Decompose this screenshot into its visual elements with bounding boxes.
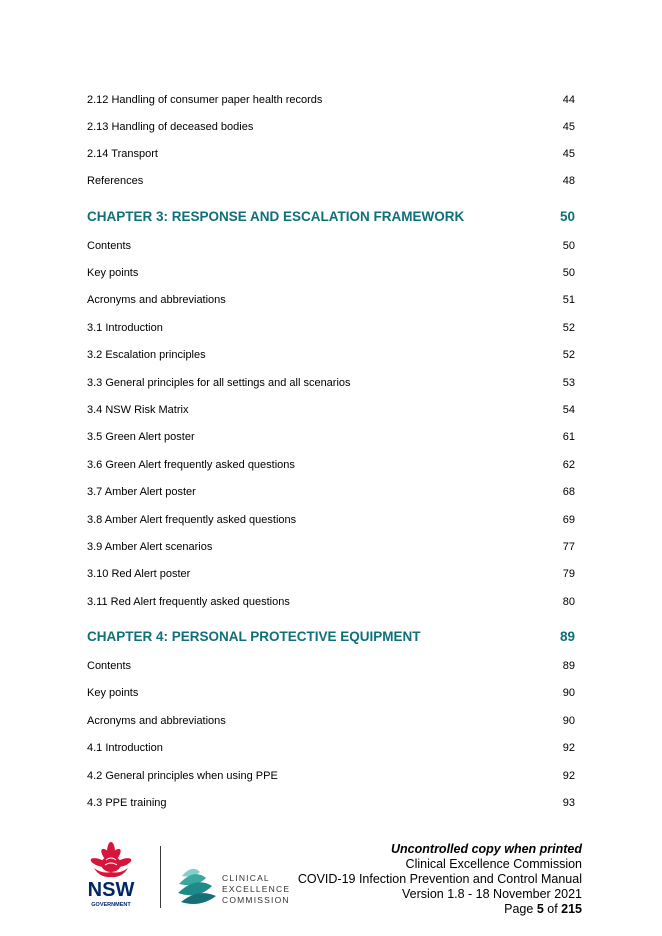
toc-entry-label: 3.11 Red Alert frequently asked questions: [87, 596, 290, 608]
toc-entry-label: 3.3 General principles for all settings and all scenarios: [87, 377, 351, 389]
toc-entry-page: 89: [562, 660, 575, 672]
toc-entry-page: 50: [562, 267, 575, 279]
toc-entry-page: 80: [562, 596, 575, 608]
toc-entry-page: 92: [562, 742, 575, 754]
footer-version: Version 1.8 - 18 November 2021: [402, 887, 582, 901]
toc-entry[interactable]: [87, 512, 575, 528]
toc-entry-label: 4.1 Introduction: [87, 742, 163, 754]
toc-entry-label: 3.6 Green Alert frequently asked questions: [87, 459, 295, 471]
toc-entry-label: 3.10 Red Alert poster: [87, 568, 191, 580]
page-total: 215: [561, 902, 582, 916]
toc-entry[interactable]: [87, 795, 575, 811]
chapter-4-heading[interactable]: [87, 628, 575, 646]
toc-entry-label: Key points: [87, 687, 139, 699]
toc-entry-label: 2.12 Handling of consumer paper health records: [87, 94, 323, 106]
toc-entry-page: 61: [562, 431, 575, 443]
cec-logo-line: EXCELLENCE: [222, 884, 291, 894]
toc-entry[interactable]: [87, 320, 575, 336]
page-prefix: Page: [504, 902, 537, 916]
toc-entry-label: 4.2 General principles when using PPE: [87, 770, 278, 782]
toc-entry[interactable]: [87, 768, 575, 784]
chapter-3-heading[interactable]: [87, 208, 575, 226]
toc-entry-label: 3.7 Amber Alert poster: [87, 486, 196, 498]
toc-entry[interactable]: [87, 539, 575, 555]
page-of: of: [543, 902, 562, 916]
uncontrolled-notice: Uncontrolled copy when printed: [391, 842, 582, 856]
cec-logo-line: CLINICAL: [222, 873, 270, 883]
toc-entry-page: 50: [562, 240, 575, 252]
toc-entry[interactable]: [87, 238, 575, 254]
cec-logo-line: COMMISSION: [222, 895, 290, 905]
chapter-title: CHAPTER 3: RESPONSE AND ESCALATION FRAMEWORK: [87, 209, 465, 224]
toc-entry-page: 90: [562, 715, 575, 727]
toc-entry-page: 62: [562, 459, 575, 471]
toc-entry[interactable]: [87, 146, 575, 162]
toc-entry[interactable]: [87, 375, 575, 391]
toc-entry[interactable]: [87, 347, 575, 363]
footer-org: Clinical Excellence Commission: [405, 857, 582, 871]
waratah-icon: [90, 842, 133, 877]
toc-entry-label: 3.5 Green Alert poster: [87, 431, 195, 443]
toc-entry-label: Key points: [87, 267, 139, 279]
toc-entry-page: 68: [562, 486, 575, 498]
toc-entry-label: 3.1 Introduction: [87, 322, 163, 334]
footer-manual: COVID-19 Infection Prevention and Control Manual: [297, 872, 582, 886]
toc-entry-page: 44: [562, 94, 575, 106]
toc-entry-label: 3.2 Escalation principles: [87, 349, 206, 361]
toc-entry[interactable]: [87, 119, 575, 135]
toc-entry-page: 90: [562, 687, 575, 699]
toc-entry-label: Acronyms and abbreviations: [87, 294, 226, 306]
toc-entry-page: 45: [562, 148, 575, 160]
logo-divider: [160, 846, 161, 908]
toc-entry[interactable]: [87, 457, 575, 473]
toc-entry[interactable]: [87, 92, 575, 108]
toc-entry-page: 93: [562, 797, 575, 809]
nsw-logo-text: NSW: [87, 879, 135, 901]
toc-entry-label: 4.3 PPE training: [87, 797, 167, 809]
toc-entry[interactable]: [87, 740, 575, 756]
toc-entry[interactable]: [87, 566, 575, 582]
nsw-logo-sub: GOVERNMENT: [91, 902, 131, 908]
toc-entry[interactable]: [87, 292, 575, 308]
page-current: 5: [536, 902, 544, 916]
toc-entry-label: 3.4 NSW Risk Matrix: [87, 404, 189, 416]
cec-logo-icon: [178, 869, 216, 904]
toc-entry-page: 51: [562, 294, 575, 306]
toc-entry-label: References: [87, 175, 144, 187]
chapter-page: 50: [559, 209, 575, 224]
toc-entry-label: Contents: [87, 660, 132, 672]
toc-entry-page: 45: [562, 121, 575, 133]
toc-entry-page: 48: [562, 175, 575, 187]
toc-entry-label: 2.13 Handling of deceased bodies: [87, 121, 254, 133]
toc-entry[interactable]: [87, 713, 575, 729]
footer-info: [298, 842, 582, 917]
toc-entry[interactable]: [87, 594, 575, 610]
toc-entry-label: 3.8 Amber Alert frequently asked questions: [87, 514, 297, 526]
toc-entry-page: 52: [562, 322, 575, 334]
toc-entry-page: 92: [562, 770, 575, 782]
toc-entry[interactable]: [87, 173, 575, 189]
toc-entry-page: 79: [562, 568, 575, 580]
toc-entry-label: Acronyms and abbreviations: [87, 715, 226, 727]
toc-entry-page: 53: [562, 377, 575, 389]
toc-entry[interactable]: [87, 685, 575, 701]
toc-entry-page: 69: [562, 514, 575, 526]
toc-entry-page: 77: [562, 541, 575, 553]
toc-entry-label: 2.14 Transport: [87, 148, 158, 160]
chapter-page: 89: [559, 629, 575, 644]
toc-entry[interactable]: [87, 658, 575, 674]
toc-entry[interactable]: [87, 265, 575, 281]
toc-entry-label: 3.9 Amber Alert scenarios: [87, 541, 213, 553]
cec-logo-text: [222, 873, 290, 906]
toc-entry-page: 52: [562, 349, 575, 361]
toc-entry[interactable]: [87, 429, 575, 445]
toc-entry[interactable]: [87, 402, 575, 418]
chapter-title: CHAPTER 4: PERSONAL PROTECTIVE EQUIPMENT: [87, 629, 421, 644]
toc-entry[interactable]: [87, 484, 575, 500]
toc-entry-label: Contents: [87, 240, 132, 252]
toc-entry-page: 54: [562, 404, 575, 416]
page-number: [298, 902, 582, 917]
